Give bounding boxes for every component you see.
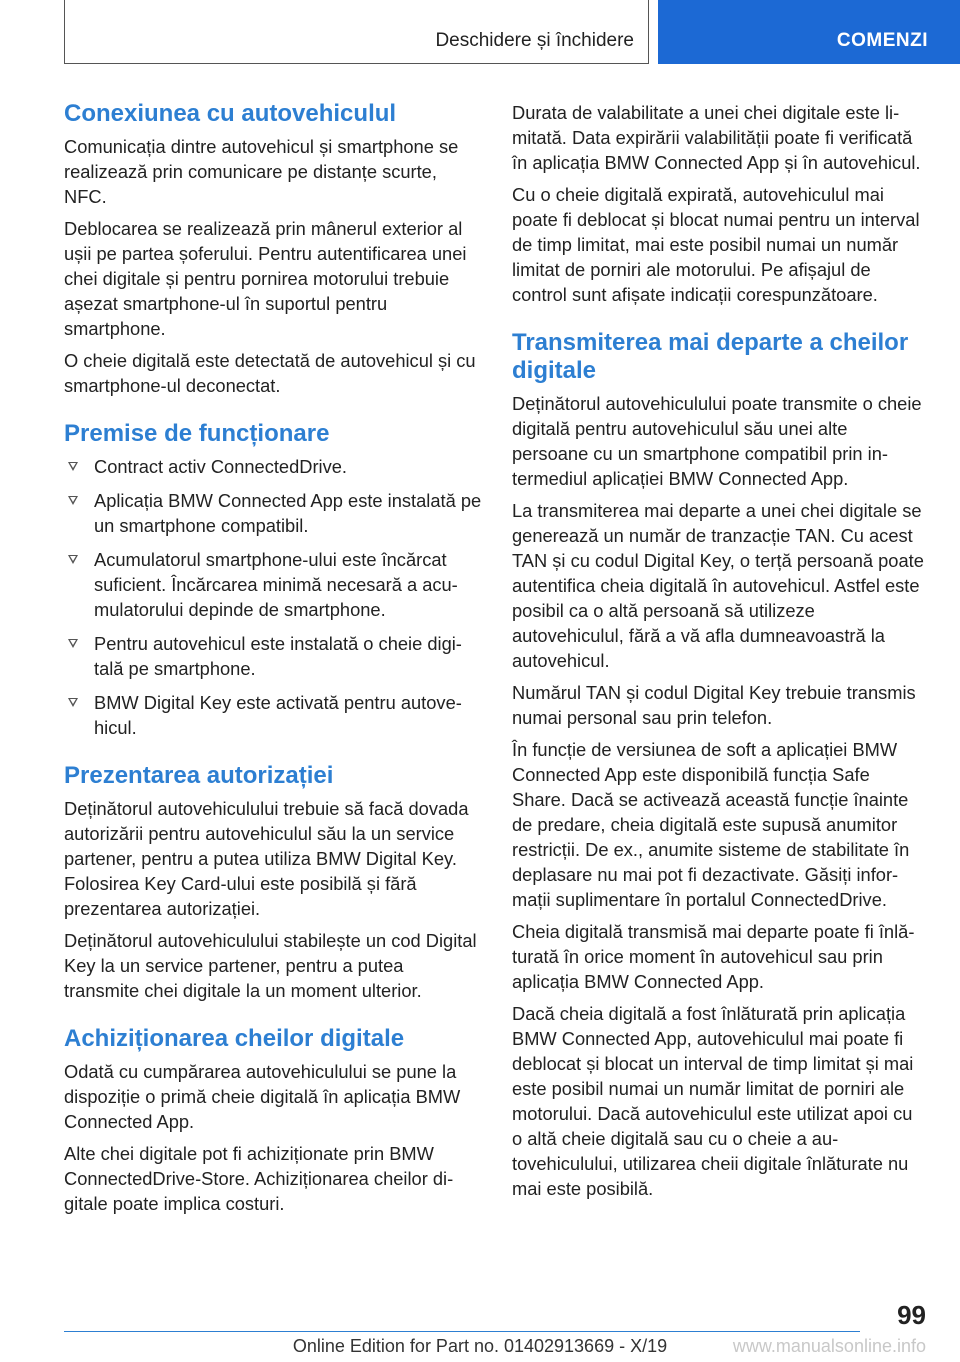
triangle-bullet-icon [68, 698, 78, 707]
list-item-text: Contract activ ConnectedDrive. [94, 456, 348, 477]
list-item [64, 631, 482, 681]
triangle-bullet-icon [68, 555, 78, 564]
paragraph: În funcție de versiunea de soft a aplicației BMW Connected App este disponibilă funcția Safe Share. Dacă se activează această funcție înainte de predare, cheia digitală este supusă anumitor restricții. De ex., anumite sisteme de stabilitate în deplasare nu mai pot fi dezactivate. Găsiți informații suplimentare în portalul ConnectedDrive. [512, 739, 910, 910]
paragraph: Comunicația dintre autovehicul și smartphone se realizează prin comunicare pe distanțe scurte, NFC. [64, 136, 459, 207]
triangle-bullet-icon [68, 462, 78, 471]
header-section-tab [64, 0, 649, 64]
section-title-prerequisites: Premise de funcționare [64, 420, 330, 447]
paragraph: O cheie digitală este detectată de autovehicul și cu smartphone-ul deconectat. [64, 350, 476, 396]
section-title-acquisition: Achiziționarea cheilor digitale [64, 1025, 405, 1052]
paragraph: Deținătorul autovehiculului stabilește un cod Digital Key la un service partener, pentru a putea transmite chei digitale la un moment ulterior. [64, 930, 477, 1001]
paragraph: Dacă cheia digitală a fost înlăturată prin aplicația BMW Connected App, autovehiculul mai poate fi deblocat și blocat un interval de timp limitat și mai este posibil numai un număr limitat de porniri ale motorului. Dacă autovehiculul este utilizat apoi cu o altă cheie digitală sau cu o cheie a autovehiculului, utilizarea cheii digitale înlăturate nu mai este posibilă. [512, 1003, 914, 1199]
section-title-authorization: Prezentarea autorizației [64, 762, 334, 789]
paragraph: Numărul TAN și codul Digital Key trebuie transmis numai personal sau prin telefon. [512, 682, 916, 728]
list-item-text: Aplicația BMW Connected App este instalată pe un smartphone compatibil. [94, 490, 482, 536]
footer-edition: Online Edition for Part no. 01402913669 - X/19 [292, 1336, 668, 1356]
list-item-text: BMW Digital Key este activată pentru autovehicul. [94, 692, 462, 738]
header-chapter-tab[interactable] [658, 0, 960, 64]
paragraph: Durata de valabilitate a unei chei digitale este limitată. Data expirării valabilității poate fi verificată în aplicația BMW Connected App și în autovehicul. [512, 102, 921, 173]
triangle-bullet-icon [68, 496, 78, 505]
footer-watermark[interactable]: www.manualsonline.info [732, 1336, 926, 1356]
list-item [64, 690, 482, 740]
paragraph: Deblocarea se realizează prin mânerul exterior al ușii pe partea șoferului. Pentru autentificarea unei chei digitale și pentru pornirea motorului trebuie așezat smartphone-ul în suportul pentru smartphone. [64, 218, 467, 339]
list-item-text: Acumulatorul smartphone-ului este încărcat suficient. Încărcarea minimă necesară a acumulatorului depinde de smartphone. [94, 549, 458, 620]
header-chapter-title: COMENZI [836, 30, 928, 51]
footer-divider [64, 1331, 860, 1332]
list-item [64, 488, 482, 538]
header-section-title: Deschidere și închidere [435, 30, 634, 51]
prerequisites-list [64, 454, 482, 740]
triangle-bullet-icon [68, 639, 78, 648]
list-item [64, 547, 482, 622]
list-item [64, 454, 482, 479]
section-title-connection: Conexiunea cu autovehiculul [64, 100, 397, 127]
paragraph: Deținătorul autovehiculului poate transmite o cheie digitală pentru autovehiculul său unei alte persoane cu un smartphone compatibil prin intermediul aplicației BMW Connected App. [512, 393, 922, 489]
paragraph: La transmiterea mai departe a unei chei digitale se generează un număr de tranzacție TAN. Cu acest TAN și cu codul Digital Key, o terță persoană poate autentifica cheia digitală în autovehicul. Astfel este posibil ca o altă persoană să utilizeze autovehiculul, fără a vă afla dumneavoastră la autovehicul. [512, 500, 924, 671]
page-number: 99 [897, 1300, 926, 1330]
right-column [512, 100, 927, 1208]
paragraph: Cheia digitală transmisă mai departe poate fi înlăturată în orice moment în autovehicul sau prin aplicația BMW Connected App. [512, 921, 915, 992]
paragraph: Deținătorul autovehiculului trebuie să facă dovada autorizării pentru autovehiculul său la un service partener, pentru a putea utiliza BMW Digital Key. Folosirea Key Card-ului este posibilă și fără prezentarea autorizației. [64, 798, 469, 919]
list-item-text: Pentru autovehicul este instalată o cheie digitală pe smartphone. [94, 633, 462, 679]
paragraph: Alte chei digitale pot fi achiziționate prin BMW ConnectedDrive-Store. Achiziționarea cheilor digitale poate implica costuri. [64, 1143, 454, 1214]
left-column [64, 100, 482, 1223]
section-title-transfer: Transmiterea mai departe a cheilor digitale [512, 329, 909, 384]
paragraph: Cu o cheie digitală expirată, autovehiculul mai poate fi deblocat și blocat numai pentru un interval de timp limitat, mai este posibil numai un număr limitat de porniri ale motorului. Pe afișajul de control sunt afișate indicații corespunzătoare. [512, 184, 920, 305]
paragraph: Odată cu cumpărarea autovehiculului se pune la dispoziție o primă cheie digitală în aplicația BMW Connected App. [64, 1061, 461, 1132]
